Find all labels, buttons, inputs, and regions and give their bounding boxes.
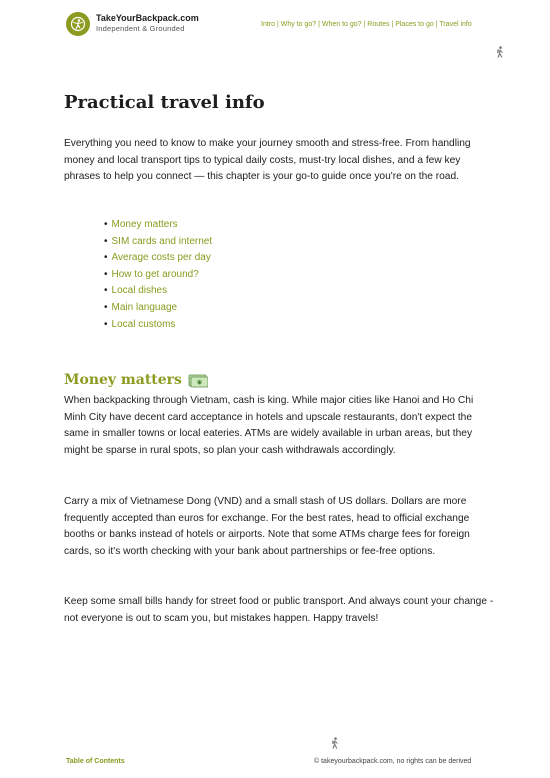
nav-item-when-to-go[interactable]: When to go? bbox=[321, 21, 362, 28]
hiker-icon bbox=[330, 737, 340, 749]
money-paragraph-1: When backpacking through Vietnam, cash is king. While major cities like Hanoi and Ho Chi Minh City have decent card acceptance in hotels and upscale restaurants, don't expect the same in smaller towns or local eateries. ATMs are widely available in urban areas, but they might be sparse in rural spots, so plan your cash withdrawals accordingly. bbox=[64, 395, 474, 456]
page-title: Practical travel info bbox=[64, 92, 265, 113]
table-of-contents-link[interactable]: Table of Contents bbox=[66, 758, 125, 765]
nav-item-why-to-go[interactable]: Why to go? bbox=[280, 21, 317, 28]
nav-separator: | bbox=[275, 21, 281, 28]
nav-separator: | bbox=[433, 21, 440, 28]
section-title-text: Money matters bbox=[64, 372, 182, 388]
toc-link-main-language[interactable]: • Main language bbox=[104, 300, 212, 317]
toc-link-money-matters[interactable]: • Money matters bbox=[104, 217, 212, 234]
globe-hiker-icon bbox=[70, 16, 86, 32]
copyright-notice: © takeyourbackpack.com, no rights can be derived bbox=[314, 758, 472, 765]
nav-item-routes[interactable]: Routes bbox=[367, 21, 390, 28]
toc-link-sim-cards[interactable]: • SIM cards and internet bbox=[104, 234, 212, 251]
svg-text:$: $ bbox=[197, 380, 201, 386]
brand bbox=[96, 13, 199, 34]
nav-item-intro[interactable]: Intro bbox=[261, 21, 276, 28]
nav-separator: | bbox=[389, 21, 396, 28]
toc-link-get-around[interactable]: • How to get around? bbox=[104, 267, 212, 284]
hiker-icon bbox=[495, 46, 505, 58]
top-navigation bbox=[261, 21, 472, 28]
money-paragraph-3: Keep some small bills handy for street food or public transport. And always count your change - not everyone is out to scam you, but mistakes happen. Happy travels! bbox=[64, 596, 494, 624]
toc-link-local-customs[interactable]: • Local customs bbox=[104, 317, 212, 334]
toc-link-average-costs[interactable]: • Average costs per day bbox=[104, 250, 212, 267]
toc-link-local-dishes[interactable]: • Local dishes bbox=[104, 283, 212, 300]
nav-item-places-to-go[interactable]: Places to go bbox=[395, 21, 434, 28]
nav-separator: | bbox=[361, 21, 368, 28]
intro-paragraph: Everything you need to know to make your journey smooth and stress-free. From handling money and local transport tips to typical daily costs, must-try local dishes, and a few key phrases to help you connect — this chapter is your go-to guide once you're on the road. bbox=[64, 138, 471, 182]
page-header bbox=[0, 0, 550, 52]
section-title bbox=[64, 372, 208, 388]
nav-item-travel-info[interactable]: Travel info bbox=[439, 21, 472, 28]
logo[interactable] bbox=[66, 12, 90, 36]
money-paragraph-2: Carry a mix of Vietnamese Dong (VND) and a small stash of US dollars. Dollars are more frequently accepted than euros for exchange. For the best rates, head to official exchange booths or banks instead of hotels or airports. Note that some ATMs charge fees for foreign cards, so it's worth checking with your bank about partnerships or fee-free options. bbox=[64, 496, 470, 557]
nav-separator: | bbox=[316, 21, 322, 28]
brand-name[interactable]: TakeYourBackpack.com bbox=[96, 13, 199, 23]
brand-tagline: Independent & Grounded bbox=[96, 24, 185, 33]
chapter-toc-list bbox=[104, 217, 212, 333]
money-icon bbox=[188, 373, 208, 388]
